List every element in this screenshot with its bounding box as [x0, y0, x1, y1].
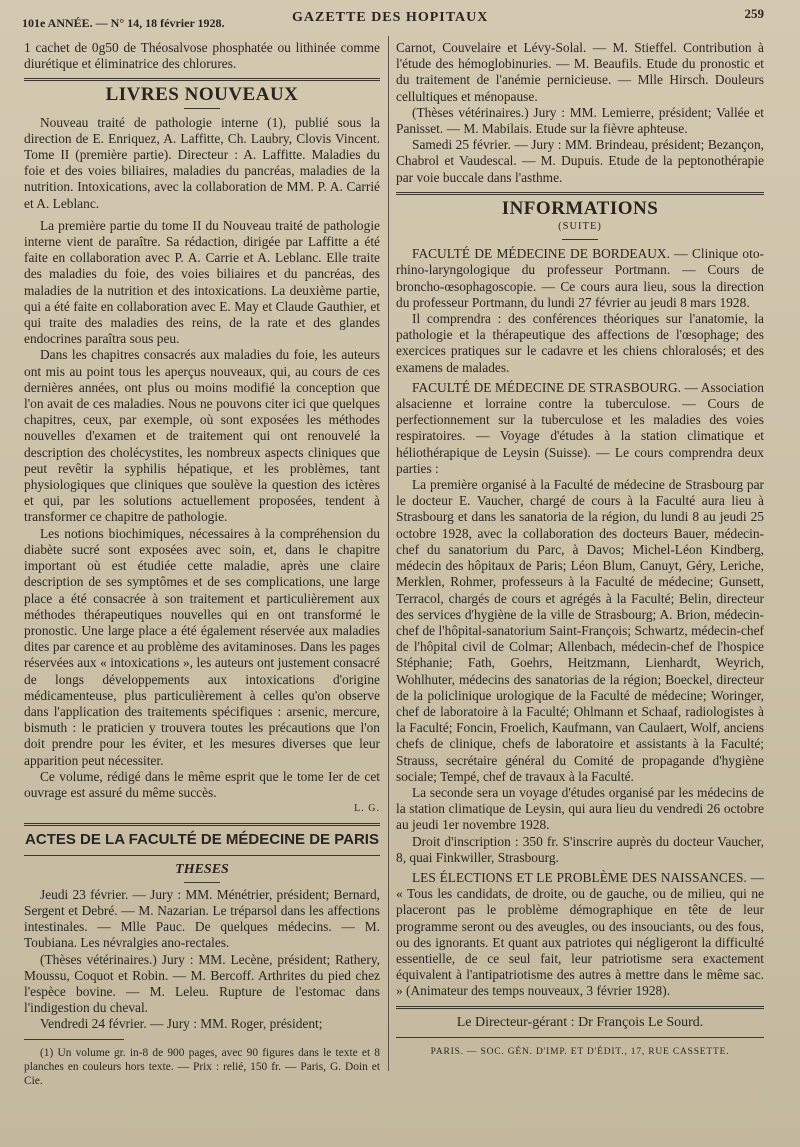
page-header [22, 6, 772, 32]
footnote: (1) Un volume gr. in-8 de 900 pages, avec 90 figures dans le texte et 8 planches en couleurs hors texte. — Prix : relié, 150 fr. — Paris, G. Doin et Cie. [24, 1046, 380, 1087]
issue-line: 101e ANNÉE. — N° 14, 18 février 1928. [22, 16, 225, 30]
section-rule [24, 855, 380, 856]
actes-title: ACTES DE LA FACULTÉ DE MÉDECINE DE PARIS [25, 831, 379, 849]
section-rule [24, 823, 380, 826]
theses-continued-3: Samedi 25 février. — Jury : MM. Brindeau, président; Bezançon, Chabrol et Vaudescal. — M. Dupuis. Etude de la peptonothérapie par voie buccale dans l'asthme. [396, 137, 764, 185]
theses-paragraph-3: Vendredi 24 février. — Jury : MM. Roger, président; [40, 1016, 323, 1032]
strasbourg-paragraph-2: La seconde sera un voyage d'études organisé par les médecins de la station climatique de Leysin, qui aura lieu du vendredi 26 octobre au jeudi 1er novembre 1928. [396, 784, 764, 833]
section-rule [24, 78, 380, 81]
intro-paragraph: 1 cachet de 0g50 de Théosalvose phosphatée ou lithinée comme diurétique et éliminatrice des chlorures. [24, 40, 380, 72]
footnote-rule [24, 1039, 124, 1040]
theses-paragraph-1: Jeudi 23 février. — Jury : MM. Ménétrier, président; Bernard, Sergent et Debré. — M. Nazarian. Le tréparsol dans les affections intestinales. — Mlle Pauc. De quelques médecins. — M. Toubiana. Les névralgies ano-rectales. [24, 886, 380, 951]
section-rule [396, 1006, 764, 1009]
review-paragraph-1: La première partie du tome II du Nouveau traité de pathologie interne vient de paraître. Sa rédaction, dirigée par Laffitte a été faite en collaboration avec P. A. Carrie et A. Leblanc. Elle traite des maladies du foie, des voies biliaires et du pancréas, des maladies de la nutrition et des intoxications. La deuxième partie, qui a été faite en collaboration avec E. May et Claude Gauthier, et qui traite des maladies des reins, de la rate et des glandes endocrines paraîtra sous peu. [24, 217, 380, 347]
book-title-paragraph: Nouveau traité de pathologie interne (1), publié sous la direction de E. Enriquez, A. Laffitte, Ch. Laubry, Clovis Vincent. Tome II (première partie). Directeur : A. Laffitte. Maladies du foie et des voies biliaires, maladies du pancréas, maladies de la nutrition. Intoxications, avec la collaboration de MM. P. A. Carrié et A. Leblanc. [24, 114, 380, 211]
bordeaux-paragraph: FACULTÉ DE MÉDECINE DE BORDEAUX. — Clinique oto-rhino-laryngologique du professeur Portmann. — Cours de broncho-œsophagoscopie. — Ce cours aura lieu, sous la direction du professeur Portmann, du lundi 27 février au jeudi 8 mars 1928. [396, 246, 764, 310]
short-rule [184, 108, 220, 109]
theses-title: THESES [175, 861, 229, 877]
strasbourg-paragraph: FACULTÉ DE MÉDECINE DE STRASBOURG. — Association alsacienne et lorraine contre la tuberculose. — Cours de perfectionnement sur la tuberculose et les maladies des voies respiratoires. — Voyage d'études à la station climatique et héliothérapique de Leysin (Suisse). — Le cours comprendra deux parties : [396, 379, 764, 476]
director-line: Le Directeur-gérant : Dr François Le Sourd. [456, 1014, 704, 1030]
strasbourg-paragraph-1: La première organisé à la Faculté de médecine de Strasbourg par le docteur E. Vaucher, chargé de cours à la Faculté aura lieu à Strasbourg et dans les sanatoria de la région, du lundi 8 au jeudi 25 octobre 1928, avec la collaboration des docteurs Bauer, médecin-chef du sanatorium du Parc, à Davos; Michel-Léon Kindberg, médecin des hôpitaux de Paris; Léon Blum, Canuyt, Géry, Leriche, Merklen, Rohmer, professeurs à la Faculté de médecine; Gunsett, Terracol, chargés de cours et agrégés à la Faculté; Belin, directeur des services d'hygiène de la ville de Strasbourg; A. Brion, médecin-chef de l'hôpital-sanatorium Saint-François; Schwartz, médecin-chef de l'hôpital civil de Colmar; Allenbach, médecin-chef de l'hospice Stéphanie; Fath, Goehrs, Heitzmann, Lienhardt, Weyrich, Wohlhuter, médecins des sanatorias de la région; Boeckel, directeur de la policlinique urologique de la Faculté de médecine; Woringer, chef de laboratoire à la Faculté; Ohlmann et Schaaf, radiologistes à la Faculté; Foncin, Froelich, Kaufmann, van Caulaert, Wolf, anciens chefs de clinique, chefs de laboratoire et assistants à la Faculté; Strauss, secrétaire général du Comité de propagande d'hygiène sociale; Tempé, chef de travaux à la Faculté. [396, 477, 764, 784]
review-signature: L. G. [354, 803, 380, 815]
section-rule [396, 1037, 764, 1038]
strasbourg-paragraph-3: Droit d'inscription : 350 fr. S'inscrire auprès du docteur Vaucher, 8, quai Finkwiller, Strasbourg. [396, 833, 764, 865]
review-paragraph-4: Ce volume, rédigé dans le même esprit que le tome Ier de cet ouvrage est assuré du même succès. [24, 768, 380, 800]
review-paragraph-3: Les notions biochimiques, nécessaires à la compréhension du diabète sucré sont exposées avec soin, et, dans le chapitre important où est étudiée cette maladie, après une claire description de ses symptômes et de ses complications, une large place a été consacrée à son traitement et particulièrement aux méthodes thérapeutiques nouvelles qui en ont transformé le pronostic. Une large place a été également réservée aux maladies dites par carence et au problème des avitaminoses. Dans les pages réservées aux « intoxications », les auteurs ont justement consacré de longs développements aux intoxications d'origine médicamenteuse, plus particulièrement à celles qu'on observe dans l'application des traitements spécifiques : arsenic, mercure, bismuth : le praticien y trouvera toutes les précautions que l'on doit prendre pour les éviter, et les mesures diverses que leur apparition peut nécessiter. [24, 525, 380, 768]
journal-title: GAZETTE DES HOPITAUX [292, 10, 489, 25]
section-rule [396, 192, 764, 195]
left-column [24, 40, 380, 1088]
theses-paragraph-2: (Thèses vétérinaires.) Jury : MM. Lecène, président; Rathery, Moussu, Coquot et Robin. — M. Bercoff. Arthrites du pied chez l'espèce bovine. — M. Leleu. Rupture de l'estomac dans l'indigestion du cheval. [24, 951, 380, 1016]
column-divider [388, 36, 389, 1071]
right-column [396, 40, 764, 1060]
review-paragraph-2: Dans les chapitres consacrés aux maladies du foie, les auteurs ont mis au point tous les aperçus nouveaux, qui, au cours de ces dernières années, ont plus ou moins modifié la conception que l'on avait de ces maladies. Nous ne pouvons citer ici que quelques chapitres, ceux, par exemple, où sont exposées les méthodes nouvelles d'examen et de traitement qui ont renouvelé la description des cholécystites, les nombreux aspects cliniques que peut revêtir la syphilis hépatique, et les problèmes, tant physiologiques que cliniques que soulève la question des ictères et qui, par les solutions actuellement proposées, tendent à transformer ce chapitre de pathologie. [24, 347, 380, 525]
bordeaux-paragraph-2: Il comprendra : des conférences théoriques sur l'anatomie, la pathologie et la thérapeutique des affections de l'œsophage; des exercices pratiques sur le cadavre et les chiens chloralosés; et des examens de malades. [396, 311, 764, 375]
printer-line: PARIS. — SOC. GÉN. D'IMP. ET D'ÉDIT., 17, RUE CASSETTE. [430, 1046, 730, 1057]
elections-paragraph: LES ÉLECTIONS ET LE PROBLÈME DES NAISSANCES. — « Tous les candidats, de droite, ou de gauche, ou de milieu, qui ne placeront pas le problème démographique en tête de leur programme seront ou des aveugles, ou des insouciants, ou des fous, ou des ignorants. Et quant aux patriotes qui négligeront la difficulté essentielle, de ce seul fait, leur patriotisme sera exactement équivalent à l'antipatriotisme des autres à mettre dans le même sac. » (Animateur des temps nouveaux, 3 février 1928). [396, 869, 764, 999]
theses-continued-2: (Thèses vétérinaires.) Jury : MM. Lemierre, président; Vallée et Panisset. — M. Mabilais. Etude sur la fièvre aphteuse. [396, 104, 764, 137]
page-number: 259 [744, 6, 764, 21]
short-rule [184, 882, 220, 883]
short-rule [562, 239, 598, 240]
informations-suite: (SUITE) [558, 221, 602, 233]
theses-continued-1: Carnot, Couvelaire et Lévy-Solal. — M. Stieffel. Contribution à l'étude des hémoglobinuries. — M. Beaufils. Etude du pronostic et du traitement de l'anémie pernicieuse. — Mlle Hirsch. Douleurs cellultiques et ménopause. [396, 40, 764, 104]
livres-title: LIVRES NOUVEAUX [105, 84, 299, 106]
informations-title: INFORMATIONS [501, 197, 659, 219]
